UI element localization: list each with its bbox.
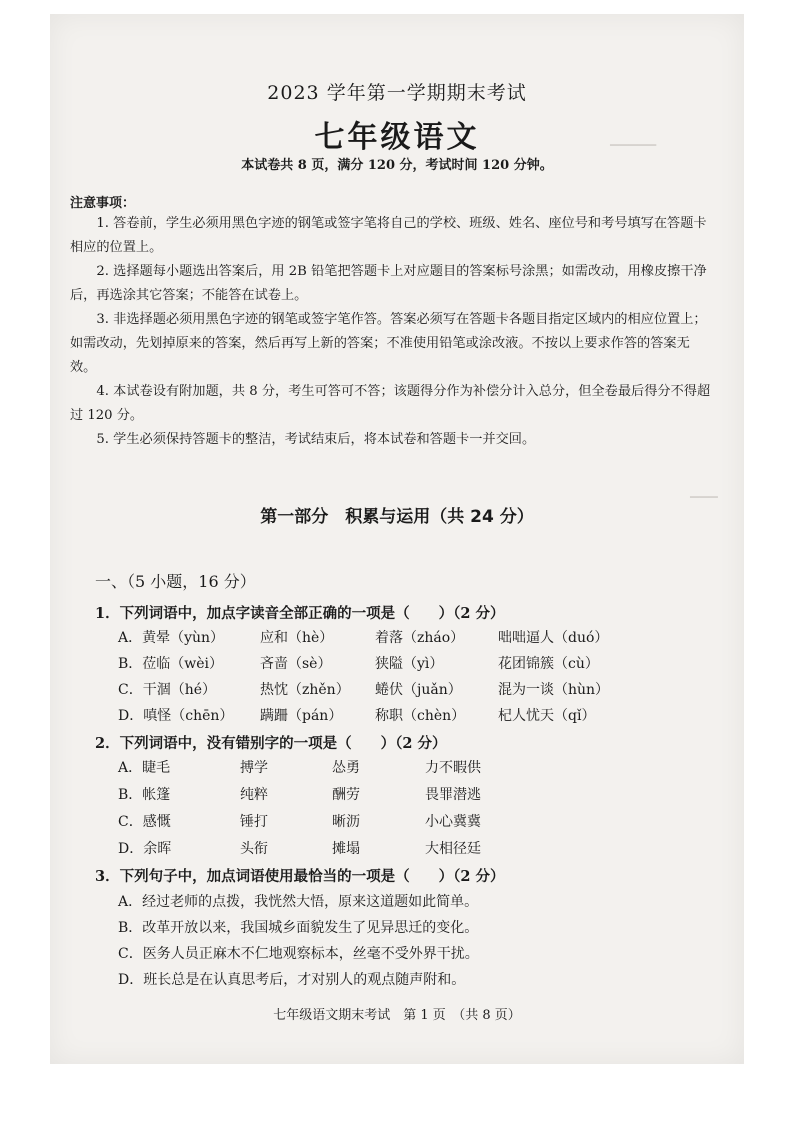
q1-option-a-2: 应和（hè） (260, 630, 334, 646)
q2-option-c-3: 晰沥 (332, 814, 360, 830)
page-footer: 七年级语文期末考试 第 1 页 （共 8 页） (273, 1008, 521, 1023)
note-item-4: 4. 本试卷设有附加题，共 8 分，考生可答可不答；该题得分作为补偿分计入总分，但全卷最后得分不得超过 120 分。 (70, 384, 711, 423)
bleed-through-text: ▁▁▁▁▁ (610, 132, 657, 146)
q2-option-a-2: 搏学 (240, 760, 268, 776)
q1-option-d-1: D．嗔怪（chēn） (118, 708, 234, 724)
note-item-1: 1. 答卷前，学生必须用黑色字迹的钢笔或签字笔将自己的学校、班级、姓名、座位号和考号填写在答题卡相应的位置上。 (70, 216, 707, 255)
q2-option-a-1: A．睫毛 (118, 760, 171, 776)
q2-option-d-2: 头衔 (240, 841, 268, 857)
question-2-stem: 2．下列词语中，没有错别字的一项是（ ）（2 分） (95, 735, 447, 752)
note-item-3: 3. 非选择题必须用黑色字迹的钢笔或签字笔作答。答案必须写在答题卡各题目指定区域内的相应位置上；如需改动，先划掉原来的答案，然后再写上新的答案；不准使用铅笔或涂改液。不按以上要求作答的答案无效。 (70, 312, 707, 375)
q2-option-c-4: 小心冀冀 (425, 814, 481, 830)
question-1-stem: 1．下列词语中，加点字读音全部正确的一项是（ ）（2 分） (95, 605, 505, 622)
q1-option-d-4: 杞人忧天（qǐ） (498, 708, 596, 724)
q3-option-a: A．经过老师的点拨，我恍然大悟，原来这道题如此简单。 (118, 894, 479, 910)
q1-option-a-4: 咄咄逼人（duó） (498, 630, 609, 646)
q2-option-b-4: 畏罪潜逃 (425, 787, 481, 803)
q3-option-b: B．改革开放以来，我国城乡面貌发生了见异思迁的变化。 (118, 920, 479, 936)
q2-option-a-3: 怂勇 (332, 760, 360, 776)
question-3-stem: 3．下列句子中，加点词语使用最恰当的一项是（ ）（2 分） (95, 868, 505, 885)
notes-title: 注意事项： (70, 196, 136, 211)
q1-option-b-3: 狭隘（yì） (375, 656, 444, 672)
q1-option-b-2: 吝啬（sè） (260, 656, 332, 672)
q3-option-c: C．医务人员正麻木不仁地观察标本，丝毫不受外界干扰。 (118, 946, 479, 962)
bleed-through-text: ▁▁▁ (690, 484, 718, 498)
q1-option-c-1: C．干涸（hé） (118, 682, 217, 698)
q3-option-d: D．班长总是在认真思考后，才对别人的观点随声附和。 (118, 972, 466, 988)
q2-option-d-1: D．余晖 (118, 841, 172, 857)
note-item-2: 2. 选择题每小题选出答案后，用 2B 铅笔把答题卡上对应题目的答案标号涂黑；如需改动，用橡皮擦干净后，再选涂其它答案；不能答在试卷上。 (70, 264, 707, 303)
part-title: 第一部分 积累与运用（共 24 分） (260, 507, 534, 527)
q1-option-b-1: B．莅临（wèi） (118, 656, 224, 672)
q1-option-a-3: 着落（zháo） (375, 630, 465, 646)
q2-option-c-2: 锤打 (240, 814, 268, 830)
q1-option-d-2: 蹒跚（pán） (260, 708, 343, 724)
q1-option-c-4: 混为一谈（hùn） (498, 682, 610, 698)
q2-option-b-1: B．帐篷 (118, 787, 171, 803)
exam-title: 2023 学年第一学期期末考试 (267, 82, 527, 104)
exam-info: 本试卷共 8 页，满分 120 分，考试时间 120 分钟。 (241, 158, 553, 173)
q2-option-a-4: 力不暇供 (425, 760, 481, 776)
section-label: 一、（5 小题，16 分） (95, 572, 256, 591)
exam-subject: 七年级语文 (314, 120, 480, 155)
q1-option-c-2: 热忱（zhěn） (260, 682, 350, 698)
q2-option-d-4: 大相径廷 (425, 841, 481, 857)
q1-option-b-4: 花团锦簇（cù） (498, 656, 599, 672)
exam-page (50, 14, 744, 1064)
q2-option-d-3: 摊塌 (332, 841, 360, 857)
q1-option-a-1: A．黄晕（yùn） (118, 630, 225, 646)
note-item-5: 5. 学生必须保持答题卡的整洁，考试结束后，将本试卷和答题卡一并交回。 (96, 432, 536, 447)
q2-option-c-1: C．感慨 (118, 814, 171, 830)
q1-option-d-3: 称职（chèn） (375, 708, 466, 724)
q2-option-b-2: 纯粹 (240, 787, 268, 803)
q1-option-c-3: 蜷伏（juǎn） (375, 682, 462, 698)
q2-option-b-3: 酬劳 (332, 787, 360, 803)
